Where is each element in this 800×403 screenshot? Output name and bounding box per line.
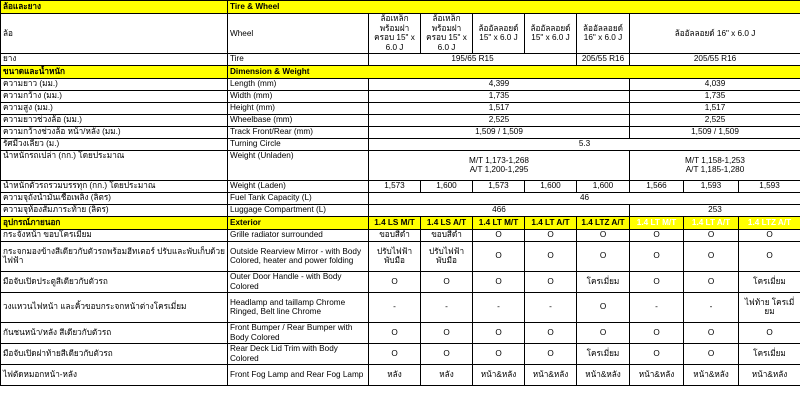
cell: O	[473, 241, 525, 271]
section-header-dimension-weight	[1, 65, 800, 78]
cell: -	[473, 292, 525, 322]
trim-header: 1.4 LTZ A/T	[577, 216, 630, 229]
section-title-th: อุปกรณ์ภายนอก	[1, 216, 228, 229]
cell: โครเมี่ยม	[739, 271, 800, 292]
table-row-dimension	[1, 126, 800, 138]
table-row-exterior	[1, 322, 800, 343]
cell: O	[739, 241, 800, 271]
table-row-luggage	[1, 204, 800, 216]
row-label-en: Turning Circle	[228, 138, 369, 150]
cell: O	[525, 271, 577, 292]
cell: ล้ออัลลอยด์ 15" x 6.0 J	[525, 14, 577, 54]
table-row-dimension	[1, 114, 800, 126]
cell: O	[525, 343, 577, 364]
row-label-en: Weight (Unladen)	[228, 150, 369, 180]
row-label-en: Outer Door Handle - with Body Colored	[228, 271, 369, 292]
cell: O	[421, 343, 473, 364]
row-label-th: รัศมีวงเลี้ยว (ม.)	[1, 138, 228, 150]
cell: โครเมี่ยม	[577, 343, 630, 364]
cell: 1,509 / 1,509	[630, 126, 800, 138]
table-row-exterior	[1, 364, 800, 385]
cell: O	[577, 241, 630, 271]
row-label-en: Length (mm)	[228, 78, 369, 90]
cell	[630, 150, 800, 180]
cell: O	[630, 229, 684, 241]
cell: ขอบสีดำ	[421, 229, 473, 241]
row-label-en: Width (mm)	[228, 90, 369, 102]
cell: O	[684, 241, 739, 271]
trim-header: 1.4 LT M/T	[630, 216, 684, 229]
cell: 466	[369, 204, 630, 216]
row-label-th: ความยาวช่วงล้อ (มม.)	[1, 114, 228, 126]
row-label-en: Height (mm)	[228, 102, 369, 114]
section-title-th: ล้อและยาง	[1, 1, 228, 14]
cell: O	[525, 241, 577, 271]
cell: หน้า&หลัง	[525, 364, 577, 385]
cell: O	[577, 322, 630, 343]
table-row-weight-unladen	[1, 150, 800, 180]
cell-line: A/T 1,185-1,280	[685, 165, 745, 175]
cell: O	[684, 271, 739, 292]
cell: O	[421, 322, 473, 343]
row-label-th: น้ำหนักรถเปล่า (กก.) โดยประมาณ	[1, 150, 228, 180]
cell: O	[577, 229, 630, 241]
table-row-weight-laden	[1, 180, 800, 192]
cell: 1,517	[369, 102, 630, 114]
row-label-th: ล้อ	[1, 14, 228, 54]
table-row-exterior	[1, 292, 800, 322]
cell: ล้ออัลลอยด์ 16" x 6.0 J	[630, 14, 800, 54]
section-header-tire-wheel	[1, 1, 800, 14]
cell: 1,600	[577, 180, 630, 192]
cell: 2,525	[630, 114, 800, 126]
cell: 205/55 R16	[577, 53, 630, 65]
cell: 2,525	[369, 114, 630, 126]
cell: โครเมี่ยม	[577, 271, 630, 292]
cell: หน้า&หลัง	[577, 364, 630, 385]
row-label-en: Rear Deck Lid Trim with Body Colored	[228, 343, 369, 364]
table-row-wheel	[1, 14, 800, 54]
cell: ไฟท้าย โครเมี่ยม	[739, 292, 800, 322]
cell: O	[630, 241, 684, 271]
cell: O	[369, 343, 421, 364]
cell: O	[684, 343, 739, 364]
row-label-en: Tire	[228, 53, 369, 65]
cell: -	[421, 292, 473, 322]
row-label-th: ความกว้างช่วงล้อ หน้า/หลัง (มม.)	[1, 126, 228, 138]
row-label-th: ความจุถังน้ำมันเชื้อเพลิง (ลิตร)	[1, 192, 228, 204]
table-row-fuel-tank	[1, 192, 800, 204]
section-title-en: Tire & Wheel	[228, 1, 800, 14]
cell: O	[473, 271, 525, 292]
cell: 195/65 R15	[369, 53, 577, 65]
cell: 5.3	[369, 138, 800, 150]
row-label-th: น้ำหนักตัวรถรวมบรรทุก (กก.) โดยประมาณ	[1, 180, 228, 192]
cell: -	[684, 292, 739, 322]
cell: หน้า&หลัง	[684, 364, 739, 385]
cell: ล้ออัลลอยด์ 16" x 6.0 J	[577, 14, 630, 54]
cell: O	[473, 343, 525, 364]
row-label-th: ความสูง (มม.)	[1, 102, 228, 114]
table-row-exterior	[1, 229, 800, 241]
table-row-dimension	[1, 102, 800, 114]
cell: ล้ออัลลอยด์ 15" x 6.0 J	[473, 14, 525, 54]
cell: ปรับไฟฟ้า พับมือ	[421, 241, 473, 271]
row-label-th: กระจังหน้า ขอบโครเมี่ยม	[1, 229, 228, 241]
cell: หน้า&หลัง	[739, 364, 800, 385]
cell: O	[473, 229, 525, 241]
cell	[369, 150, 630, 180]
row-label-th: กระจกมองข้างสีเดียวกับตัวรถพร้อมฮีทเตอร์ ปรับและพับเก็บด้วยไฟฟ้า	[1, 241, 228, 271]
cell: O	[577, 292, 630, 322]
row-label-en: Wheelbase (mm)	[228, 114, 369, 126]
cell: O	[630, 271, 684, 292]
cell: หลัง	[421, 364, 473, 385]
cell: 1,593	[684, 180, 739, 192]
row-label-th: ยาง	[1, 53, 228, 65]
row-label-en: Wheel	[228, 14, 369, 54]
row-label-th: ความยาว (มม.)	[1, 78, 228, 90]
cell: ปรับไฟฟ้า พับมือ	[369, 241, 421, 271]
cell: O	[473, 322, 525, 343]
row-label-th: มือจับเปิดฝาท้ายสีเดียวกับตัวรถ	[1, 343, 228, 364]
table-row-dimension	[1, 78, 800, 90]
row-label-en: Track Front/Rear (mm)	[228, 126, 369, 138]
cell: O	[369, 322, 421, 343]
row-label-th: วงแหวนไฟหน้า และคิ้วขอบกระจกหน้าต่างโครเมี่ยม	[1, 292, 228, 322]
cell: ล้อเหล็ก พร้อมฝาครอบ 15" x 6.0 J	[369, 14, 421, 54]
table-row-turning-circle	[1, 138, 800, 150]
cell: หน้า&หลัง	[473, 364, 525, 385]
cell-line: M/T 1,158-1,253	[685, 155, 745, 165]
cell: 4,039	[630, 78, 800, 90]
cell: 46	[369, 192, 800, 204]
row-label-en: Front Bumper / Rear Bumper with Body Colored	[228, 322, 369, 343]
cell-line: A/T 1,200-1,295	[469, 165, 529, 175]
cell: 1,600	[525, 180, 577, 192]
row-label-en: Luggage Compartment (L)	[228, 204, 369, 216]
cell: O	[525, 322, 577, 343]
table-row-exterior	[1, 241, 800, 271]
row-label-en: Headlamp and taillamp Chrome Ringed, Belt line Chrome	[228, 292, 369, 322]
trim-header: 1.4 LS M/T	[369, 216, 421, 229]
cell: 1,735	[630, 90, 800, 102]
cell-line: M/T 1,173-1,268	[469, 155, 529, 165]
cell: 1,509 / 1,509	[369, 126, 630, 138]
row-label-en: Front Fog Lamp and Rear Fog Lamp	[228, 364, 369, 385]
row-label-th: ไฟตัดหมอกหน้า-หลัง	[1, 364, 228, 385]
table-row-exterior	[1, 343, 800, 364]
section-title-en: Dimension & Weight	[228, 65, 800, 78]
table-row-exterior	[1, 271, 800, 292]
row-label-th: กันชนหน้า/หลัง สีเดียวกับตัวรถ	[1, 322, 228, 343]
cell: O	[369, 271, 421, 292]
cell: หลัง	[369, 364, 421, 385]
row-label-th: ความจุห้องสัมภาระท้าย (ลิตร)	[1, 204, 228, 216]
cell: 1,517	[630, 102, 800, 114]
cell: หน้า&หลัง	[630, 364, 684, 385]
row-label-en: Outside Rearview Mirror - with Body Colored, heater and power folding	[228, 241, 369, 271]
trim-header: 1.4 LTZ A/T	[739, 216, 800, 229]
cell: โครเมี่ยม	[739, 343, 800, 364]
section-title-th: ขนาดและน้ำหนัก	[1, 65, 228, 78]
cell: 4,399	[369, 78, 630, 90]
table-row-tire	[1, 53, 800, 65]
cell: O	[684, 322, 739, 343]
table-row-dimension	[1, 90, 800, 102]
cell: 1,573	[369, 180, 421, 192]
cell: -	[369, 292, 421, 322]
row-label-en: Weight (Laden)	[228, 180, 369, 192]
cell: -	[525, 292, 577, 322]
row-label-en: Grille radiator surrounded	[228, 229, 369, 241]
cell: O	[630, 343, 684, 364]
row-label-th: มือจับเปิดประตูสีเดียวกับตัวรถ	[1, 271, 228, 292]
cell: -	[630, 292, 684, 322]
section-title-en: Exterior	[228, 216, 369, 229]
trim-header: 1.4 LT A/T	[525, 216, 577, 229]
row-label-en: Fuel Tank Capacity (L)	[228, 192, 369, 204]
cell: O	[739, 322, 800, 343]
row-label-th: ความกว้าง (มม.)	[1, 90, 228, 102]
cell: O	[525, 229, 577, 241]
trim-header: 1.4 LT M/T	[473, 216, 525, 229]
trim-header: 1.4 LT A/T	[684, 216, 739, 229]
cell: O	[739, 229, 800, 241]
cell: 253	[630, 204, 800, 216]
section-header-exterior	[1, 216, 800, 229]
cell: 1,593	[739, 180, 800, 192]
trim-header: 1.4 LS A/T	[421, 216, 473, 229]
cell: ล้อเหล็ก พร้อมฝาครอบ 15" x 6.0 J	[421, 14, 473, 54]
cell: 1,735	[369, 90, 630, 102]
cell: 1,566	[630, 180, 684, 192]
cell: O	[630, 322, 684, 343]
cell: 205/55 R16	[630, 53, 800, 65]
cell: ขอบสีดำ	[369, 229, 421, 241]
cell: O	[684, 229, 739, 241]
cell: 1,600	[421, 180, 473, 192]
cell: O	[421, 271, 473, 292]
cell: 1,573	[473, 180, 525, 192]
